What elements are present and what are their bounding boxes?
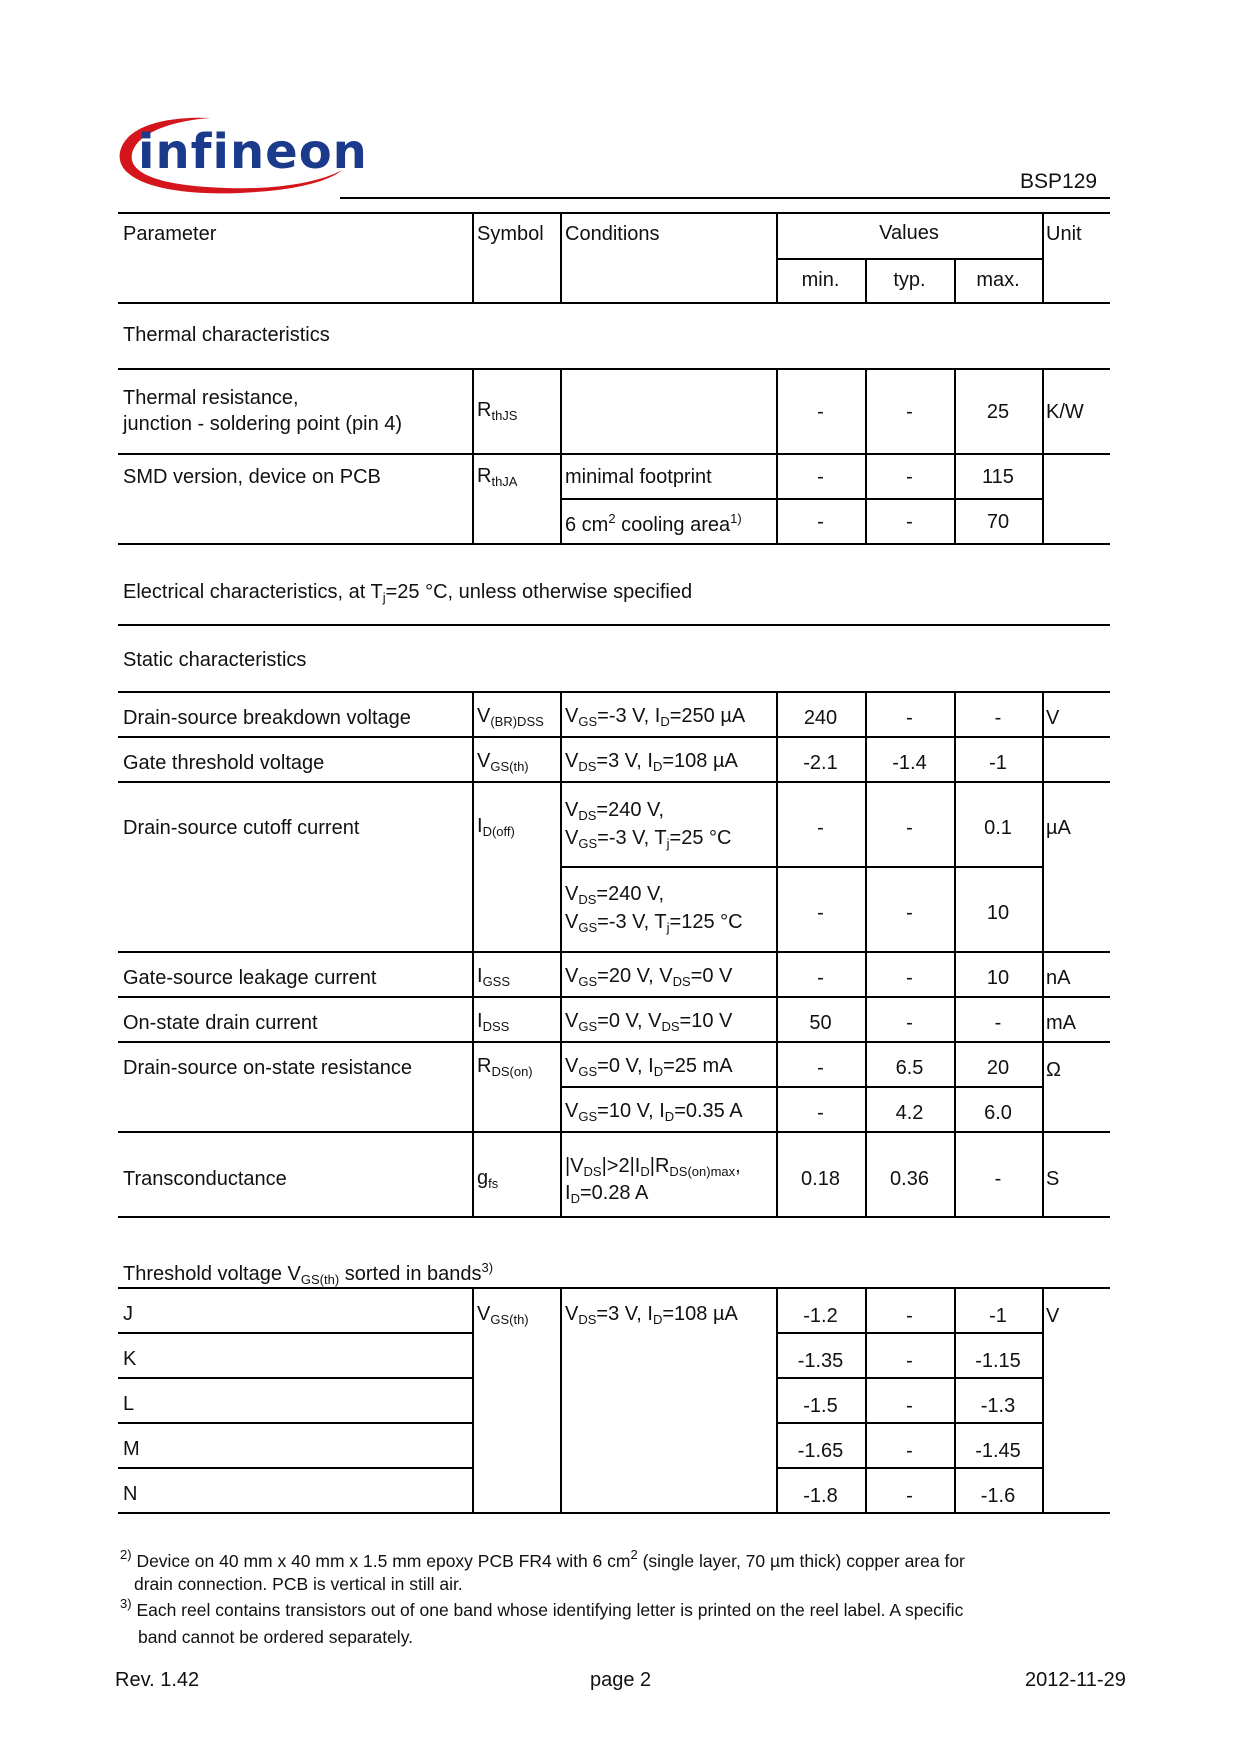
- idoff2-cond: $V_{DS}=240$ V,: [565, 883, 665, 907]
- idoff2-min: -: [817, 902, 824, 924]
- idoff1-cond: $V_{DS}=240$ V,: [565, 799, 665, 823]
- thermal-r1-max: 25: [986, 401, 1010, 423]
- bands-cond: $V_{DS}=3$ V, $I_D=108$ µA: [565, 1303, 738, 1327]
- idoff-param: Drain-source cutoff current: [123, 817, 360, 839]
- vth-typ: -1.4: [892, 752, 927, 774]
- thermal-r1-typ: -: [906, 401, 913, 423]
- thermal-r3-cond: 6 $cm^2$ cooling area$^{1)}$: [565, 511, 742, 536]
- igss-min: -: [817, 967, 824, 989]
- band-row-typ: -: [906, 1485, 913, 1507]
- thermal-r1-symbol: $R_{thJS}$: [477, 399, 518, 423]
- bands-symbol: $V_{GS(th)}$: [477, 1303, 529, 1327]
- thermal-r3-typ: -: [906, 511, 913, 533]
- vth-cond: $V_{DS}=3$ V, $I_D=108$ µA: [565, 750, 738, 774]
- thermal-r2-max: 115: [982, 466, 1014, 488]
- section-electrical: Electrical characteristics, at $T_j=25$ °C, unless otherwise specified: [123, 581, 693, 605]
- band-row-name: L: [123, 1393, 135, 1415]
- footnote-2-line2: drain connection. PCB is vertical in still air.: [134, 1574, 463, 1594]
- rdson2-max: 6.0: [984, 1102, 1012, 1124]
- band-row-typ: -: [906, 1395, 913, 1417]
- col-min: min.: [801, 269, 840, 291]
- infineon-logo: [116, 112, 368, 204]
- band-row-max: -1: [989, 1305, 1007, 1327]
- rdson1-typ: 6.5: [895, 1057, 924, 1079]
- idoff-symbol: $I_{D(off)}$: [477, 815, 515, 839]
- rdson2-min: -: [817, 1102, 824, 1124]
- band-row-min: -1.35: [797, 1350, 844, 1372]
- header-rule: [340, 197, 1110, 199]
- bv-param: Drain-source breakdown voltage: [123, 707, 411, 729]
- gfs-symbol: $g_{fs}$: [477, 1167, 499, 1191]
- band-row-max: -1.3: [980, 1395, 1016, 1417]
- gfs-max: -: [994, 1168, 1002, 1190]
- thermal-r2-cond: minimal footprint: [565, 466, 712, 488]
- thermal-r2-typ: -: [906, 466, 913, 488]
- thermal-r1-min: -: [817, 401, 824, 423]
- thermal-r2-symbol: $R_{thJA}$: [477, 465, 518, 489]
- band-row-min: -1.2: [803, 1305, 838, 1327]
- igss-unit: nA: [1046, 967, 1071, 989]
- section-bands: Threshold voltage $V_{GS(th)}$ sorted in bands$^{3)}$: [123, 1260, 494, 1287]
- bv-min: 240: [803, 707, 838, 729]
- thermal-r1-param-2: junction - soldering point (pin 4): [123, 413, 403, 435]
- idss-min: 50: [809, 1012, 832, 1034]
- idoff2-typ: -: [906, 902, 913, 924]
- vth-param: Gate threshold voltage: [123, 752, 325, 774]
- thermal-r3-min: -: [817, 511, 824, 533]
- band-row-min: -1.8: [803, 1485, 838, 1507]
- gfs-unit: S: [1046, 1168, 1060, 1190]
- rdson2-cond: $V_{GS}=10$ V, $I_D=0.35$ A: [565, 1100, 743, 1124]
- band-row-max: -1.15: [975, 1350, 1021, 1372]
- band-row-name: K: [123, 1348, 137, 1370]
- bv-typ: -: [906, 707, 913, 729]
- idoff1-min: -: [817, 817, 824, 839]
- thermal-r3-max: 70: [986, 511, 1010, 533]
- vth-max: -1: [989, 752, 1007, 774]
- col-max: max.: [976, 269, 1020, 291]
- gfs-cond: $|V_{DS}|>2|I_D|R_{DS(on)max}$,: [565, 1155, 741, 1179]
- footnote-2: $^{2)}$ Device on 40 mm x 40 mm x 1.5 mm epoxy PCB FR4 with 6 $cm^2$ (single layer, 70 µm thick) copper area for: [120, 1547, 965, 1571]
- band-row-min: -1.65: [797, 1440, 844, 1462]
- band-row-name: M: [123, 1438, 140, 1460]
- bands-unit: V: [1046, 1305, 1060, 1327]
- igss-cond: $V_{GS}=20$ V, $V_{DS}=0$ V: [565, 965, 733, 989]
- logo-text: infineon: [138, 124, 368, 180]
- idoff1-cond-2: $V_{GS}=-3$ V, $T_j=25$ °C: [565, 827, 732, 851]
- idss-unit: mA: [1046, 1012, 1076, 1034]
- rdson-param: Drain-source on-state resistance: [123, 1057, 413, 1079]
- col-parameter: Parameter: [123, 223, 217, 245]
- gfs-cond-2: $I_D=0.28$ A: [565, 1182, 649, 1206]
- idoff1-max: 0.1: [984, 817, 1012, 839]
- section-thermal: Thermal characteristics: [123, 324, 330, 346]
- col-symbol: Symbol: [477, 223, 544, 245]
- gfs-min: 0.18: [801, 1168, 840, 1190]
- idoff2-max: 10: [986, 902, 1010, 924]
- col-values: Values: [879, 222, 939, 244]
- part-number: BSP129: [1020, 170, 1098, 193]
- band-row-typ: -: [906, 1350, 913, 1372]
- band-row-typ: -: [906, 1305, 913, 1327]
- vth-min: -2.1: [803, 752, 838, 774]
- idoff-unit: µA: [1046, 817, 1071, 839]
- band-row-min: -1.5: [803, 1395, 838, 1417]
- igss-typ: -: [906, 967, 913, 989]
- gfs-param: Transconductance: [123, 1168, 287, 1190]
- bv-cond: $V_{GS}=-3$ V, $I_D=250$ µA: [565, 705, 746, 729]
- band-row-max: -1.6: [980, 1485, 1016, 1507]
- footer-page: page 2: [590, 1669, 652, 1691]
- gfs-typ: 0.36: [890, 1168, 929, 1190]
- thermal-r1-param: Thermal resistance,: [123, 387, 299, 409]
- band-row-name: N: [123, 1483, 138, 1505]
- footer-date: 2012-11-29: [1025, 1669, 1126, 1691]
- idss-typ: -: [906, 1012, 913, 1034]
- igss-param: Gate-source leakage current: [123, 967, 377, 989]
- rdson-unit: Ω: [1046, 1059, 1061, 1081]
- vth-symbol: $V_{GS(th)}$: [477, 750, 529, 774]
- rdson2-typ: 4.2: [895, 1102, 924, 1124]
- idss-cond: $V_{GS}=0$ V, $V_{DS}=10$ V: [565, 1010, 733, 1034]
- thermal-r2-param: SMD version, device on PCB: [123, 466, 381, 488]
- footnote-3-line2: band cannot be ordered separately.: [138, 1627, 414, 1647]
- bv-max: -: [994, 707, 1002, 729]
- footer-rev: Rev. 1.42: [115, 1669, 200, 1691]
- rdson1-max: 20: [986, 1057, 1010, 1079]
- bv-symbol: $V_{(BR)DSS}$: [477, 705, 544, 729]
- footnote-3: $^{3)}$ Each reel contains transistors out of one band whose identifying letter is printed on the reel label. A specific: [120, 1596, 964, 1620]
- section-static: Static characteristics: [123, 649, 307, 671]
- band-row-name: J: [123, 1303, 133, 1325]
- rdson1-min: -: [817, 1057, 824, 1079]
- idoff1-typ: -: [906, 817, 913, 839]
- thermal-r1-unit: K/W: [1046, 401, 1084, 423]
- col-conditions: Conditions: [565, 223, 660, 245]
- idss-max: -: [994, 1012, 1002, 1034]
- rdson-symbol: $R_{DS(on)}$: [477, 1055, 533, 1079]
- idoff2-cond-2: $V_{GS}=-3$ V, $T_j=125$ °C: [565, 911, 743, 935]
- band-row-typ: -: [906, 1440, 913, 1462]
- idss-param: On-state drain current: [123, 1012, 318, 1034]
- band-row-max: -1.45: [975, 1440, 1021, 1462]
- bv-unit: V: [1046, 707, 1060, 729]
- igss-max: 10: [986, 967, 1010, 989]
- col-unit: Unit: [1046, 223, 1082, 245]
- col-typ: typ.: [893, 269, 926, 291]
- rdson1-cond: $V_{GS}=0$ V, $I_D=25$ mA: [565, 1055, 733, 1079]
- thermal-r2-min: -: [817, 466, 824, 488]
- igss-symbol: $I_{GSS}$: [477, 965, 511, 989]
- idss-symbol: $I_{DSS}$: [477, 1010, 510, 1034]
